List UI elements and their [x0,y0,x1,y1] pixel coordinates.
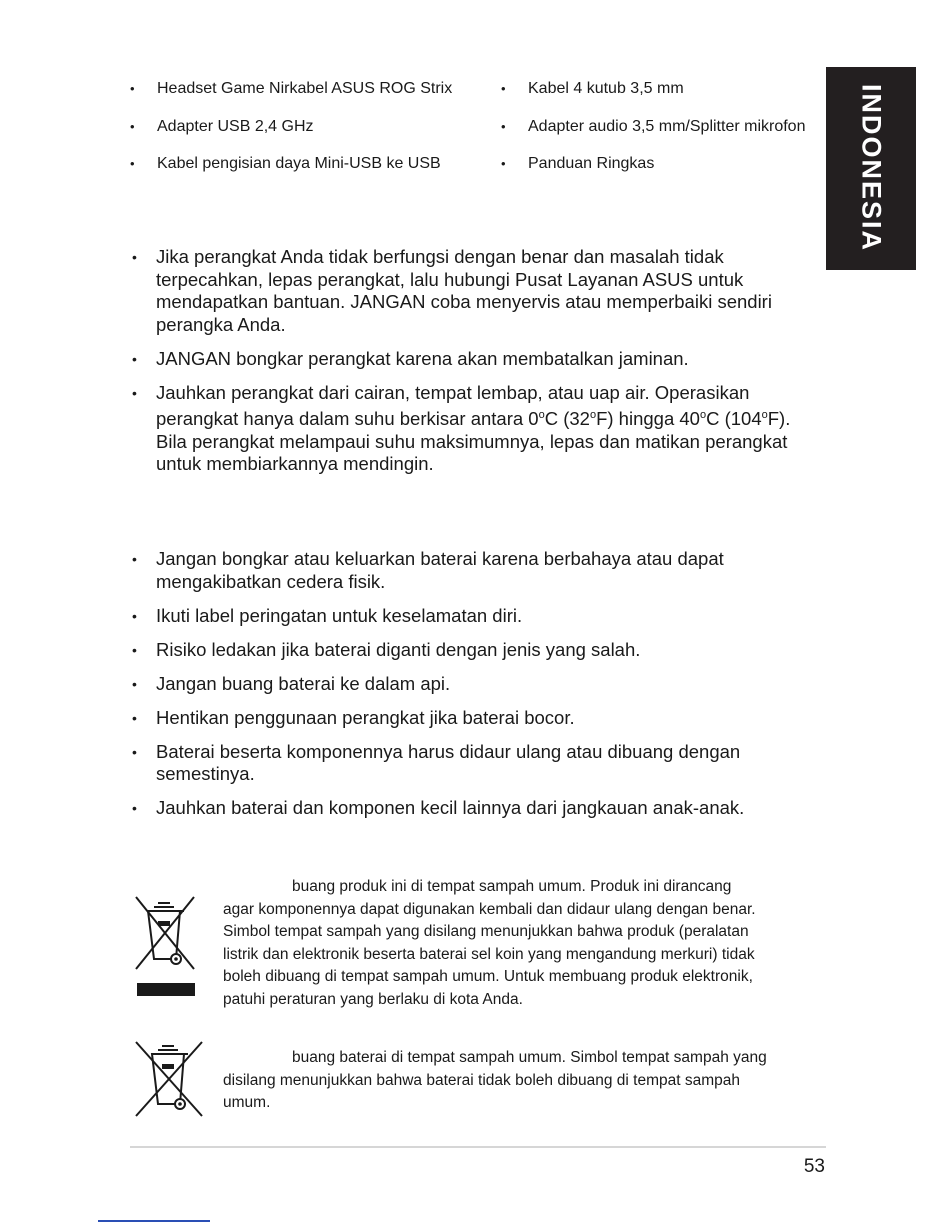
list-item-text: Jauhkan perangkat dari cairan, tempat lembap, atau uap air. Operasikan perangkat hanya dalam suhu berkisar antara 0$^o$C (32$^o$F) hingga 40$^o$C (104$^o$F). Bila perangkat melampaui suhu maksimumnya, lepas dan matikan perangkat untuk membiarkannya mendingin. [156,381,791,475]
bullet: • [501,156,506,171]
language-tab-label: INDONESIA [856,84,887,253]
package-item-text: Kabel 4 kutub 3,5 mm [528,80,684,97]
list-item-text: Ikuti label peringatan untuk keselamatan diri. [156,604,523,626]
package-item-text: Panduan Ringkas [528,155,655,172]
list-item [130,741,820,786]
bullet: • [132,800,137,816]
decorative-line [98,1220,210,1222]
bullet: • [132,249,137,265]
bullet: • [130,81,135,96]
language-tab [826,67,916,270]
bullet: • [501,119,506,134]
bullet: • [132,709,137,726]
list-item [130,673,820,696]
bullet: • [132,607,137,624]
list-item-text: Jangan bongkar atau keluarkan baterai karena berbahaya atau dapat mengakibatkan cedera fisik. [156,548,724,592]
bullet: • [132,551,137,567]
package-item-text: Adapter USB 2,4 GHz [157,118,314,135]
list-item [130,797,820,820]
recycle-battery-note: buang baterai di tempat sampah umum. Simbol tempat sampah yang disilang menunjukkan bahwa baterai tidak boleh dibuang di tempat sampah umum. [223,1049,767,1111]
bullet: • [132,743,137,760]
bullet: • [132,384,137,401]
crossed-bin-icon [134,1040,204,1118]
bullet: • [130,156,135,171]
battery-safety-list [130,548,820,831]
bullet: • [130,119,135,134]
list-item-text: Jauhkan baterai dan komponen kecil lainnya dari jangkauan anak-anak. [156,797,745,818]
bullet: • [132,641,137,658]
list-item [130,639,820,662]
list-item-text: JANGAN bongkar perangkat karena akan membatalkan jaminan. [156,347,689,369]
list-item [130,246,820,336]
package-item-text: Adapter audio 3,5 mm/Splitter mikrofon [528,118,806,135]
recycle-product-note: buang produk ini di tempat sampah umum. Produk ini dirancang agar komponennya dapat digunakan kembali dan didaur ulang dengan benar. Simbol tempat sampah yang disilang menunjukkan bahwa produk (peralatan listrik dan elektronik beserta baterai sel koin yang mengandung merkuri) tidak boleh dibuang di tempat sampah umum. Untuk membuang produk elektronik, patuhi peraturan yang berlaku di kota Anda. [223,878,756,1008]
safety-list [130,246,820,487]
package-item-text: Kabel pengisian daya Mini-USB ke USB [157,155,441,172]
list-item [130,605,820,628]
crossed-bin-icon [134,895,198,999]
package-contents [130,78,830,188]
page-number: 53 [803,1156,825,1177]
list-item [130,548,820,593]
bullet: • [132,675,137,692]
bullet: • [501,81,506,96]
list-item [130,707,820,730]
list-item-text: Baterai beserta komponennya harus didaur ulang atau dibuang dengan semestinya. [156,740,741,784]
package-item-text: Headset Game Nirkabel ASUS ROG Strix [157,80,453,97]
bullet: • [132,350,137,367]
list-item-text: Risiko ledakan jika baterai diganti dengan jenis yang salah. [156,638,641,660]
list-item-text: Jangan buang baterai ke dalam api. [156,672,451,694]
list-item-text: Jika perangkat Anda tidak berfungsi dengan benar dan masalah tidak terpecahkan, lepas perangkat, lalu hubungi Pusat Layanan ASUS untuk mendapatkan bantuan. JANGAN coba menyervis atau memperbaiki sendiri perangka Anda. [156,246,772,335]
footer-divider [130,1146,826,1148]
list-item [130,348,820,371]
list-item-text: Hentikan penggunaan perangkat jika baterai bocor. [156,706,575,728]
list-item [130,382,820,476]
